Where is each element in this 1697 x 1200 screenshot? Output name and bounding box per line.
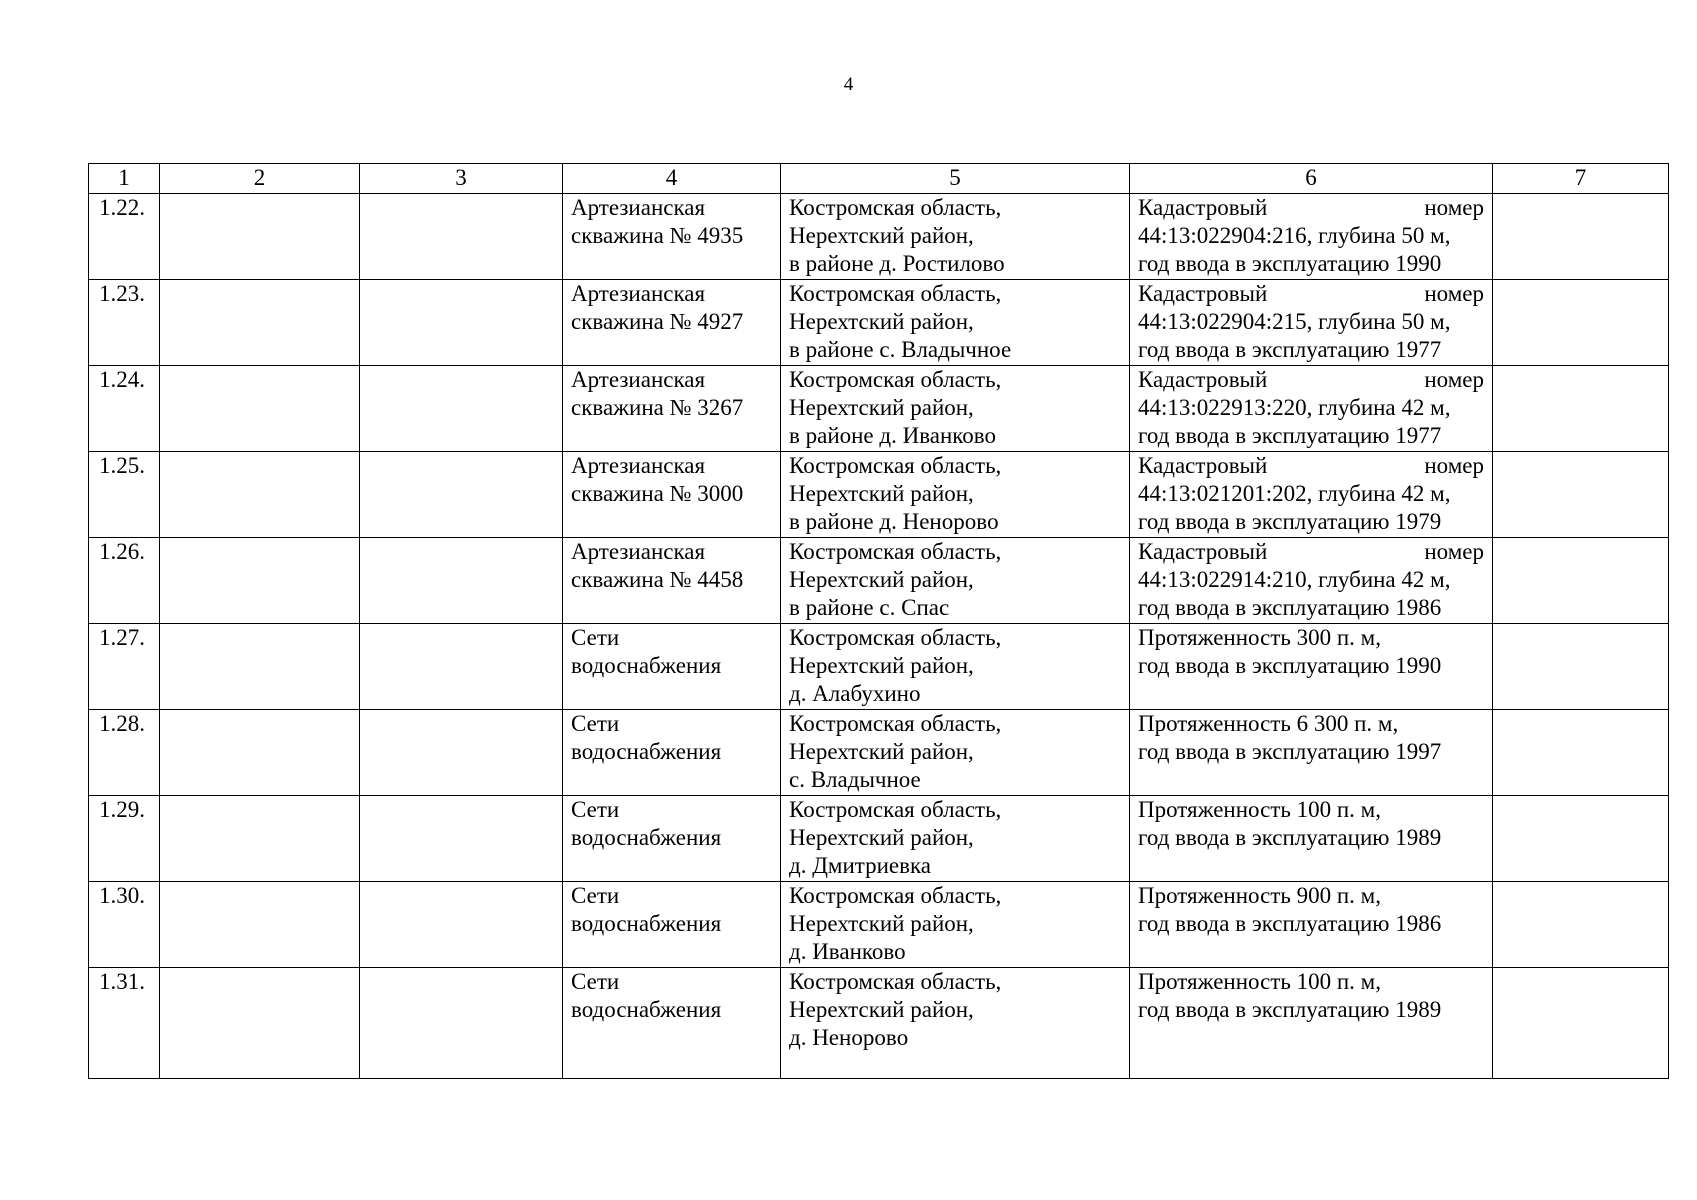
cell-col3: [360, 280, 563, 366]
address-line: Костромская область,: [789, 969, 1002, 994]
details-line: год ввода в эксплуатацию 1990: [1138, 653, 1442, 678]
cell-col3: [360, 710, 563, 796]
details-cell: [1130, 882, 1493, 968]
table-row: [89, 452, 1669, 538]
column-header: 2: [160, 164, 360, 194]
object-name-cell: [563, 366, 781, 452]
cell-col2: [160, 366, 360, 452]
details-line: 44:13:022914:210, глубина 42 м,: [1138, 567, 1451, 592]
cell-col2: [160, 538, 360, 624]
object-name-line: Артезианская: [571, 539, 706, 564]
cell-col3: [360, 538, 563, 624]
object-name-line: скважина № 3267: [571, 395, 744, 420]
object-name-cell: [563, 538, 781, 624]
address-line: Нерехтский район,: [789, 911, 974, 936]
cell-col3: [360, 796, 563, 882]
details-line: Протяженность 900 п. м,: [1138, 883, 1381, 908]
details-head-line: [1138, 452, 1484, 480]
details-cell: [1130, 280, 1493, 366]
address-cell: [781, 710, 1130, 796]
object-name-cell: [563, 194, 781, 280]
table-row: [89, 882, 1669, 968]
object-name-cell: [563, 710, 781, 796]
table-row: [89, 710, 1669, 796]
details-head-word: Кадастровый: [1138, 281, 1268, 306]
object-name-line: Артезианская: [571, 195, 706, 220]
address-line: Костромская область,: [789, 797, 1002, 822]
address-line: Костромская область,: [789, 625, 1002, 650]
details-line: 44:13:022913:220, глубина 42 м,: [1138, 395, 1451, 420]
details-line: Протяженность 6 300 п. м,: [1138, 711, 1399, 736]
row-number: 1.24.: [89, 366, 160, 452]
table-row: [89, 194, 1669, 280]
cell-col3: [360, 452, 563, 538]
details-line: год ввода в эксплуатацию 1986: [1138, 595, 1442, 620]
object-name-line: Сети: [571, 711, 620, 736]
object-name-line: водоснабжения: [571, 653, 722, 678]
cell-col7: [1493, 452, 1669, 538]
cell-col3: [360, 366, 563, 452]
details-line: 44:13:022904:215, глубина 50 м,: [1138, 309, 1451, 334]
details-head-line: [1138, 538, 1484, 566]
cell-col2: [160, 452, 360, 538]
address-cell: [781, 452, 1130, 538]
address-line: в районе с. Владычное: [789, 337, 1012, 362]
cell-col2: [160, 882, 360, 968]
cell-col7: [1493, 624, 1669, 710]
row-number: 1.29.: [89, 796, 160, 882]
object-name-line: Сети: [571, 625, 620, 650]
table-row: [89, 968, 1669, 1079]
address-line: Нерехтский район,: [789, 825, 974, 850]
address-line: Костромская область,: [789, 453, 1002, 478]
row-number: 1.30.: [89, 882, 160, 968]
details-line: Протяженность 100 п. м,: [1138, 797, 1381, 822]
address-line: Нерехтский район,: [789, 309, 974, 334]
details-head-word: номер: [1424, 281, 1484, 306]
object-name-line: Сети: [571, 797, 620, 822]
address-line: Нерехтский район,: [789, 481, 974, 506]
address-cell: [781, 624, 1130, 710]
cell-col2: [160, 968, 360, 1079]
address-line: в районе с. Спас: [789, 595, 950, 620]
details-line: год ввода в эксплуатацию 1997: [1138, 739, 1442, 764]
details-cell: [1130, 624, 1493, 710]
object-name-line: водоснабжения: [571, 825, 722, 850]
address-cell: [781, 968, 1130, 1079]
details-cell: [1130, 796, 1493, 882]
address-cell: [781, 538, 1130, 624]
cell-col2: [160, 194, 360, 280]
page-number: 4: [843, 74, 854, 95]
object-name-cell: [563, 882, 781, 968]
details-cell: [1130, 538, 1493, 624]
details-line: 44:13:022904:216, глубина 50 м,: [1138, 223, 1451, 248]
details-head-word: номер: [1424, 539, 1484, 564]
cell-col7: [1493, 538, 1669, 624]
details-head-word: Кадастровый: [1138, 195, 1268, 220]
address-line: в районе д. Иванково: [789, 423, 996, 448]
details-line: 44:13:021201:202, глубина 42 м,: [1138, 481, 1451, 506]
details-cell: [1130, 366, 1493, 452]
details-cell: [1130, 452, 1493, 538]
cell-col2: [160, 624, 360, 710]
row-number: 1.22.: [89, 194, 160, 280]
cell-col7: [1493, 796, 1669, 882]
address-cell: [781, 882, 1130, 968]
property-table: [88, 163, 1669, 1079]
details-line: год ввода в эксплуатацию 1989: [1138, 825, 1442, 850]
object-name-cell: [563, 280, 781, 366]
cell-col3: [360, 882, 563, 968]
address-line: с. Владычное: [789, 767, 921, 792]
address-line: Нерехтский район,: [789, 653, 974, 678]
address-line: в районе д. Ростилово: [789, 251, 1005, 276]
table-row: [89, 796, 1669, 882]
details-head-word: Кадастровый: [1138, 367, 1268, 392]
address-line: Нерехтский район,: [789, 997, 974, 1022]
object-name-line: Артезианская: [571, 367, 706, 392]
address-cell: [781, 366, 1130, 452]
object-name-line: Сети: [571, 883, 620, 908]
cell-col3: [360, 624, 563, 710]
details-line: год ввода в эксплуатацию 1990: [1138, 251, 1442, 276]
cell-col7: [1493, 194, 1669, 280]
table-body: [89, 194, 1669, 1079]
details-head-line: [1138, 366, 1484, 394]
cell-col3: [360, 968, 563, 1079]
address-line: в районе д. Неноровo: [789, 509, 999, 534]
cell-col2: [160, 710, 360, 796]
table-row: [89, 624, 1669, 710]
address-line: Костромская область,: [789, 711, 1002, 736]
column-header: 1: [89, 164, 160, 194]
details-line: Протяженность 100 п. м,: [1138, 969, 1381, 994]
row-number: 1.23.: [89, 280, 160, 366]
address-line: Костромская область,: [789, 367, 1002, 392]
details-line: Протяженность 300 п. м,: [1138, 625, 1381, 650]
object-name-line: водоснабжения: [571, 911, 722, 936]
address-line: д. Неноровo: [789, 1025, 909, 1050]
object-name-line: скважина № 4458: [571, 567, 744, 592]
address-line: д. Иванково: [789, 939, 906, 964]
address-line: Нерехтский район,: [789, 739, 974, 764]
object-name-line: скважина № 3000: [571, 481, 744, 506]
object-name-cell: [563, 452, 781, 538]
object-name-line: Артезианская: [571, 281, 706, 306]
details-head-line: [1138, 280, 1484, 308]
address-cell: [781, 796, 1130, 882]
row-number: 1.27.: [89, 624, 160, 710]
address-line: Нерехтский район,: [789, 567, 974, 592]
cell-col2: [160, 280, 360, 366]
address-line: Нерехтский район,: [789, 223, 974, 248]
details-head-word: номер: [1424, 367, 1484, 392]
address-line: Костромская область,: [789, 539, 1002, 564]
cell-col3: [360, 194, 563, 280]
row-number: 1.26.: [89, 538, 160, 624]
object-name-cell: [563, 624, 781, 710]
row-number: 1.25.: [89, 452, 160, 538]
cell-col7: [1493, 366, 1669, 452]
cell-col7: [1493, 280, 1669, 366]
column-header: 5: [781, 164, 1130, 194]
address-cell: [781, 280, 1130, 366]
table-row: [89, 538, 1669, 624]
column-header: 6: [1130, 164, 1493, 194]
details-cell: [1130, 710, 1493, 796]
object-name-line: скважина № 4927: [571, 309, 744, 334]
row-number: 1.28.: [89, 710, 160, 796]
cell-col7: [1493, 710, 1669, 796]
object-name-cell: [563, 968, 781, 1079]
cell-col7: [1493, 882, 1669, 968]
address-line: д. Алабухино: [789, 681, 921, 706]
details-line: год ввода в эксплуатацию 1986: [1138, 911, 1442, 936]
details-cell: [1130, 194, 1493, 280]
address-line: Костромская область,: [789, 281, 1002, 306]
details-line: год ввода в эксплуатацию 1977: [1138, 337, 1442, 362]
details-head-line: [1138, 194, 1484, 222]
object-name-line: скважина № 4935: [571, 223, 744, 248]
address-line: д. Дмитриевка: [789, 853, 931, 878]
object-name-line: Сети: [571, 969, 620, 994]
object-name-line: водоснабжения: [571, 997, 722, 1022]
table-row: [89, 280, 1669, 366]
details-cell: [1130, 968, 1493, 1079]
details-line: год ввода в эксплуатацию 1989: [1138, 997, 1442, 1022]
object-name-line: Артезианская: [571, 453, 706, 478]
cell-col7: [1493, 968, 1669, 1079]
address-line: Нерехтский район,: [789, 395, 974, 420]
column-number-row: [89, 164, 1669, 194]
details-head-word: Кадастровый: [1138, 453, 1268, 478]
column-header: 3: [360, 164, 563, 194]
column-header: 4: [563, 164, 781, 194]
object-name-cell: [563, 796, 781, 882]
details-line: год ввода в эксплуатацию 1977: [1138, 423, 1442, 448]
address-line: Костромская область,: [789, 195, 1002, 220]
table-row: [89, 366, 1669, 452]
address-cell: [781, 194, 1130, 280]
object-name-line: водоснабжения: [571, 739, 722, 764]
column-header: 7: [1493, 164, 1669, 194]
details-head-word: Кадастровый: [1138, 539, 1268, 564]
cell-col2: [160, 796, 360, 882]
details-head-word: номер: [1424, 453, 1484, 478]
details-line: год ввода в эксплуатацию 1979: [1138, 509, 1442, 534]
address-line: Костромская область,: [789, 883, 1002, 908]
row-number: 1.31.: [89, 968, 160, 1079]
details-head-word: номер: [1424, 195, 1484, 220]
